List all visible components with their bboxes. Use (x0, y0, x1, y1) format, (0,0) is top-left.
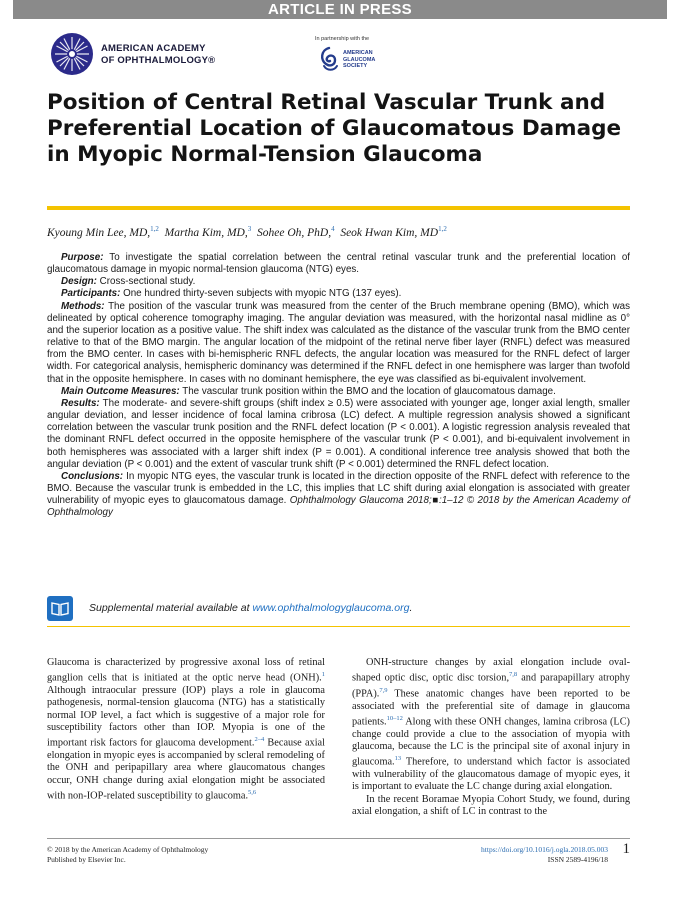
abstract-design: Design: Cross-sectional study. (61, 276, 196, 288)
supplemental-material-bar (47, 596, 630, 627)
journal-citation: Ophthalmology Glaucoma 2018;■:1–12 © 2018 by the American Academy of Ophthalmology (47, 495, 630, 519)
author-name: Martha Kim, MD, (164, 226, 248, 239)
issn: ISSN 2589-4196/18 (547, 855, 608, 864)
journal-website-link[interactable]: www.ophthalmologyglaucoma.org (252, 602, 410, 614)
supplemental-text: Supplemental material available at www.ophthalmologyglaucoma.org. (89, 602, 413, 614)
body-paragraph: In the recent Boramae Myopia Cohort Study, we found, during axial elongation, a shift of LC in contrast to the (352, 793, 630, 817)
author-affiliation-link[interactable]: 3 (247, 225, 252, 233)
author-name: Sohee Oh, PhD, (256, 226, 332, 239)
abstract (47, 252, 630, 519)
aao-globe-logo-icon (50, 32, 94, 76)
abstract-results: Results: The moderate- and severe-shift groups (shift index ≥ 0.5) were associated with younger age, longer axial length, smaller angular deviation, and lesser incidence of focal lamina cribrosa (LC) defect. A multiple regression analysis showed a significant correlation between the vascular trunk position and the RNFL defect location (P < 0.001). A logistic regression analysis revealed that the dominant RNFL defect occurred in the opposite hemisphere of the vascular trunk (P < 0.001), and bi-equivalent involvement in both hemispheres was associated with a larger shift index (P = 0.001). A conditional inference tree analysis showed that both the angular deviation (P < 0.001) and the extent of vascular trunk shift (P < 0.001) determined the RNFL defect location. (47, 397, 631, 470)
doi-footer (481, 845, 608, 865)
aao-name: AMERICAN ACADEMY OF OPHTHALMOLOGY® (101, 43, 216, 66)
body-column-left (47, 657, 325, 803)
abstract-participants: Participants: One hundred thirty-seven subjects with myopic NTG (137 eyes). (61, 288, 402, 300)
author-name: Kyoung Min Lee, MD, (47, 226, 151, 239)
body-paragraph: ONH-structure changes by axial elongation include oval-shaped optic disc, optic disc torsion,$^{7,8}$ and parapapillary atrophy (PPA).$^{7,9}$ These anatomic changes have been reported to be associated with the preferential site of damage in glaucoma patients.$^{10-12}$ Along with these ONH changes, lamina cribrosa (LC) change could provide a clue to the association of myopia with glaucoma, because the LC is the principal site of axonal injury in glaucoma.$^{13}$ Therefore, to understand which factor is associated with vulnerability of the glaucomatous damage of myopic eyes, it is important to evaluate the LC change during axial elongation. (352, 657, 630, 793)
reference-link[interactable]: 7,8 (509, 671, 518, 679)
footer-divider (47, 838, 630, 839)
abstract-outcome: Main Outcome Measures: The vascular trunk position within the BMO and the location of glaucomatous damage. (61, 385, 556, 397)
doi-link[interactable]: https://doi.org/10.1016/j.ogla.2018.05.003 (481, 845, 608, 854)
copyright-footer: © 2018 by the American Academy of Ophthalmology Published by Elsevier Inc. (47, 845, 209, 864)
reference-link[interactable]: 13 (394, 755, 402, 763)
body-paragraph: Glaucoma is characterized by progressive axonal loss of retinal ganglion cells that is initiated at the optic nerve head (ONH).$^1$ Although intraocular pressure (IOP) plays a role in glaucoma pathogenesis, normal-tension glaucoma (NTG) has a statistically normal IOP level, a fact which is suggestive of a major role for susceptibility factors other than IOP. Myopia is one of the important risk factors for glaucoma development.$^{2-4}$ Because axial elongation in myopic eyes is accompanied by scleral remodeling of the ONH and peripapillary area where glaucomatous changes occur, ONH change during axial elongation might be associated with non-IOP-related susceptibility to glaucoma.$^{5,6}$ (47, 657, 325, 802)
reference-link[interactable]: 7,9 (379, 687, 388, 695)
reference-link[interactable]: 10–12 (386, 715, 403, 723)
reference-link[interactable]: 5,6 (248, 788, 257, 796)
abstract-conclusions: Conclusions: In myopic NTG eyes, the vascular trunk is located in the direction opposite of the RNFL defect with reference to the BMO. Because the vascular trunk is embedded in the LC, this implies that LC shift during axial elongation is associated with greater vulnerability of myopic eyes to glaucomatous damage. Ophthalmology Glaucoma 2018;■:1–12 © 2018 by the American Academy of Ophthalmology (47, 470, 630, 519)
article-title: Position of Central Retinal Vascular Trunk and Preferential Location of Glaucomatous Damage in Myopic Normal-Tension Glaucoma (47, 90, 622, 167)
reference-link[interactable]: 1 (321, 671, 325, 679)
author-list (47, 222, 637, 240)
reference-link[interactable]: 2–4 (254, 736, 265, 744)
abstract-methods: Methods: The position of the vascular trunk was measured from the center of the Bruch membrane opening (BMO), which was delineated by optical coherence tomography imaging. The angular deviation was measured, with the horizontal nasal midline as 0° and the superior location as a positive value. The shift index was calculated as the distance of the vascular trunk from the BMO center relative to that of the BMO margin. The angular location of the midpoint of the retinal nerve fiber layer (RNFL) defect was measured from the BMO center. In cases with bi-hemispheric RNFL defects, the angular location was measured for the RNFL defect of larger width. For categorical analysis, hemispheric dominancy was determined if the RNFL defect in one hemisphere was larger than twofold that in the opposite hemisphere. In cases with no dominant hemisphere, the eye was classified as bi-equivalent involvement. (47, 300, 630, 385)
article-in-press-banner: ARTICLE IN PRESS (13, 0, 667, 19)
abstract-purpose: Purpose: To investigate the spatial correlation between the central retinal vascular trunk and the preferential location of glaucomatous damage in myopic normal-tension glaucoma (NTG) eyes. (47, 252, 630, 276)
partnership-label: In partnership with the (315, 36, 370, 42)
author-name: Seok Hwan Kim, MD (340, 226, 439, 239)
ags-name: AMERICAN GLAUCOMA SOCIETY (343, 50, 376, 69)
title-divider (47, 206, 630, 210)
ags-swirl-logo-icon (318, 46, 340, 72)
author-affiliation-link[interactable]: 4 (331, 225, 335, 233)
author-affiliation-link[interactable]: 1,2 (438, 225, 447, 233)
open-book-icon (47, 596, 73, 621)
page-number: 1 (622, 841, 630, 857)
body-column-right (352, 657, 630, 818)
author-affiliation-link[interactable]: 1,2 (150, 225, 159, 233)
